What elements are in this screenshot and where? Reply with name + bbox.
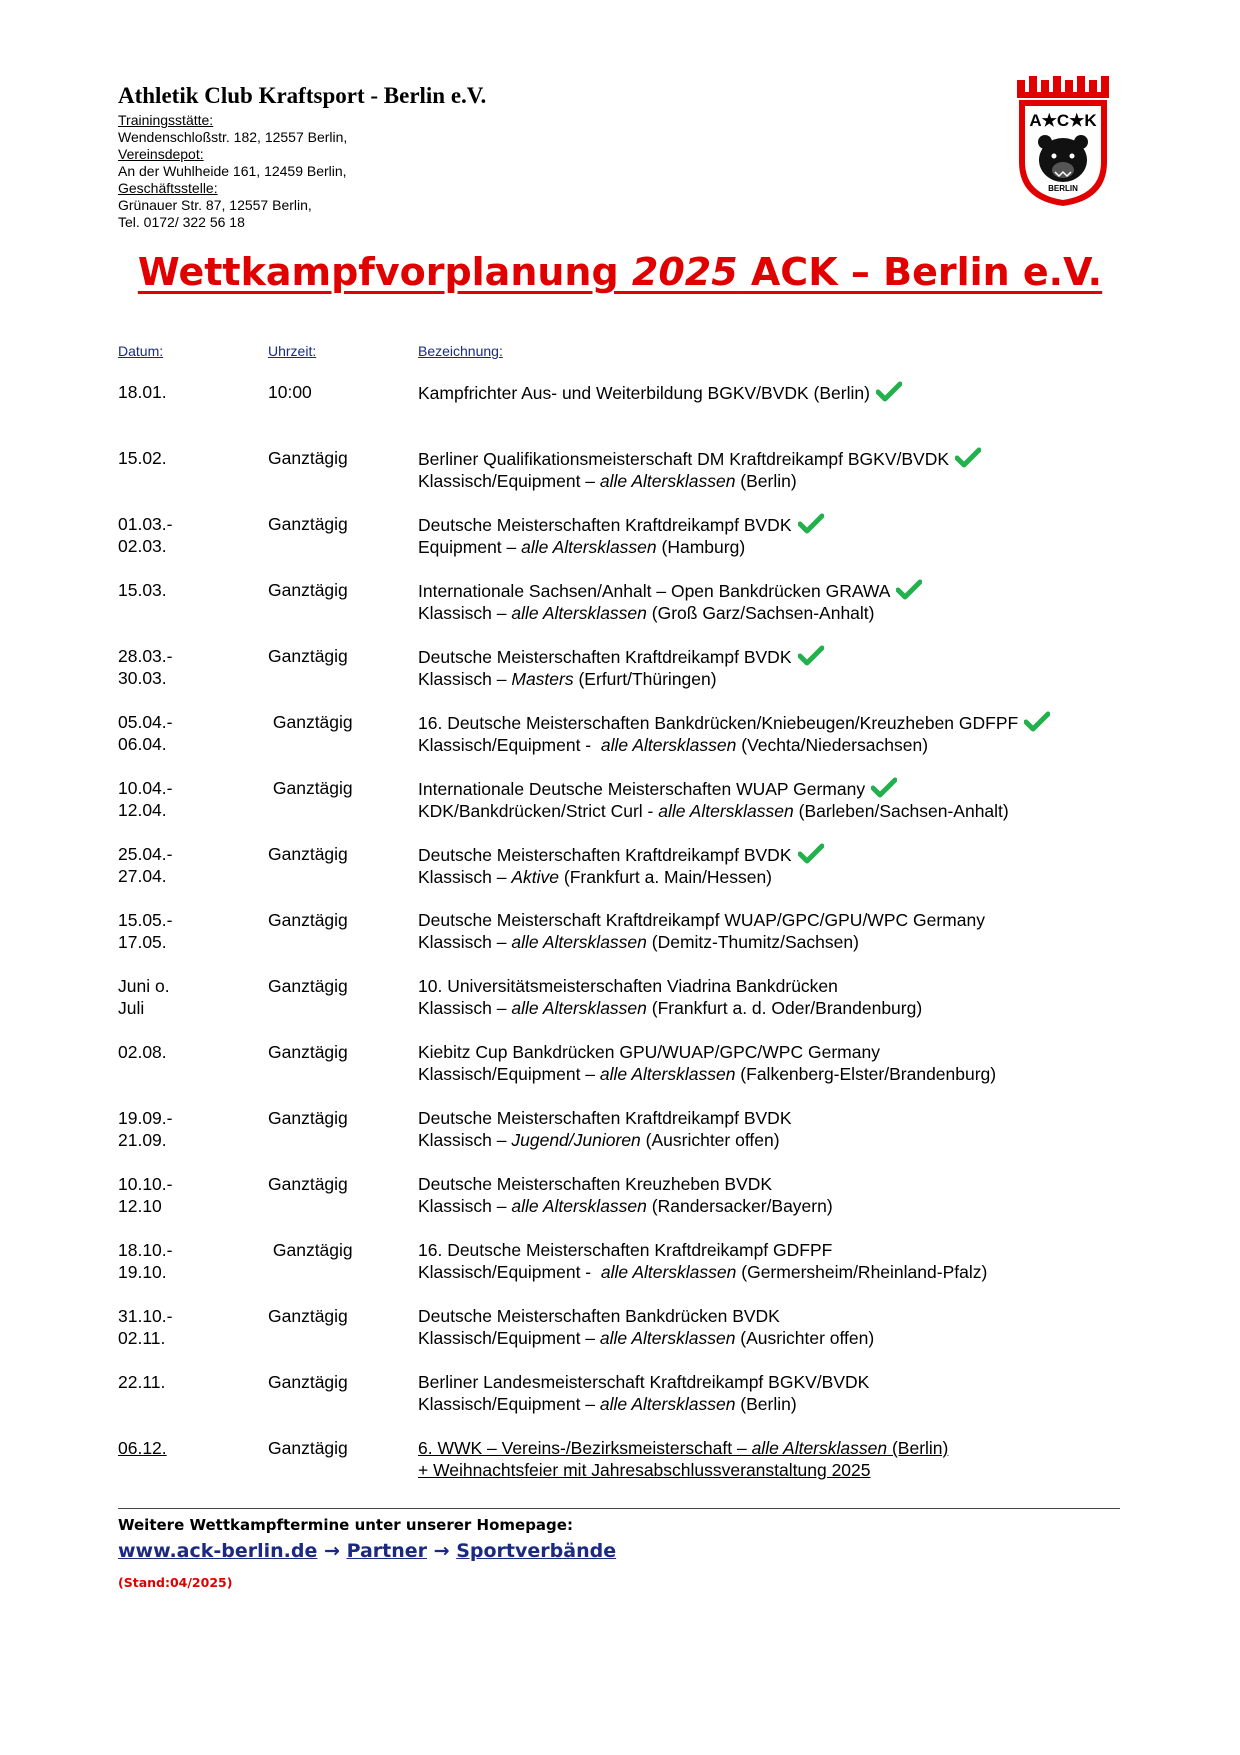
event-location: (Randersacker/Bayern): [646, 1196, 833, 1216]
event-title-text: Internationale Deutsche Meisterschaften WUAP Germany: [418, 779, 866, 799]
event-row: [0, 579, 1240, 623]
event-category: Equipment –: [418, 537, 522, 557]
event-time: Ganztägig: [268, 514, 348, 534]
event-description: [418, 447, 1218, 492]
event-category: Klassisch –: [418, 1130, 512, 1150]
event-location: (Frankfurt a. d. Oder/Brandenburg): [646, 998, 923, 1018]
event-age-class: Aktive: [511, 867, 560, 887]
logo-letters: A★C★K: [1029, 111, 1097, 130]
event-details: [418, 536, 1218, 558]
event-date: [118, 843, 248, 887]
event-title-text: Internationale Sachsen/Anhalt – Open Bankdrücken GRAWA: [418, 581, 891, 601]
event-category: Klassisch –: [418, 998, 512, 1018]
event-description: [418, 1107, 1218, 1151]
event-title-text: Kampfrichter Aus- und Weiterbildung BGKV/BVDK (Berlin): [418, 383, 870, 403]
event-title: [418, 1305, 1218, 1327]
event-date-start: 18.01.: [118, 382, 167, 402]
event-title-text: Berliner Qualifikationsmeisterschaft DM Kraftdreikampf BGKV/BVDK: [418, 449, 950, 469]
event-row: [0, 645, 1240, 689]
event-date-start: 10.10.-: [118, 1174, 173, 1194]
event-title: [418, 777, 1218, 800]
event-time: Ganztägig: [268, 1174, 348, 1194]
event-time: Ganztägig: [268, 1306, 348, 1326]
event-category: Klassisch –: [418, 932, 512, 952]
checkmark-icon: [955, 447, 981, 469]
event-details: [418, 1327, 1218, 1349]
event-title: [418, 711, 1218, 734]
event-details: [418, 931, 1218, 953]
event-row: [0, 843, 1240, 887]
event-date: [118, 975, 248, 1019]
event-title: [418, 645, 1218, 668]
event-details: [418, 866, 1218, 888]
event-title-text: Berliner Landesmeisterschaft Kraftdreikampf BGKV/BVDK: [418, 1372, 870, 1392]
event-time: Ganztägig: [268, 1108, 348, 1128]
event-details: [418, 1261, 1218, 1283]
event-title: [418, 381, 1218, 404]
event-description: [418, 777, 1218, 822]
title-part1: Wettkampfvorplanung: [137, 250, 632, 294]
event-time: Ganztägig: [268, 1372, 348, 1392]
event-date: [118, 381, 248, 403]
event-location: (Barleben/Sachsen-Anhalt): [793, 801, 1009, 821]
event-time: Ganztägig: [268, 580, 348, 600]
event-title-text: Deutsche Meisterschaften Kraftdreikampf BVDK: [418, 845, 792, 865]
partner-link[interactable]: Partner: [346, 1540, 428, 1562]
event-title: [418, 1107, 1218, 1129]
event-row: [0, 711, 1240, 755]
event-location: (Demitz-Thumitz/Sachsen): [646, 932, 859, 952]
event-date-start: 10.04.-: [118, 778, 173, 798]
event-location: (Groß Garz/Sachsen-Anhalt): [646, 603, 875, 623]
event-date-end: Juli: [118, 998, 145, 1018]
event-date-start: 19.09.-: [118, 1108, 173, 1128]
event-time: Ganztägig: [268, 1240, 353, 1260]
event-title: [418, 1437, 1218, 1459]
event-time: Ganztägig: [268, 1438, 348, 1458]
event-description: [418, 1239, 1218, 1283]
training-address: Wendenschloßstr. 182, 12557 Berlin,: [118, 129, 348, 145]
event-date-start: 18.10.-: [118, 1240, 173, 1260]
event-date: [118, 1173, 248, 1217]
event-title-text: Kiebitz Cup Bankdrücken GPU/WUAP/GPC/WPC Germany: [418, 1042, 880, 1062]
event-title-text: Deutsche Meisterschaft Kraftdreikampf WUAP/GPC/GPU/WPC Germany: [418, 910, 985, 930]
event-title-text: 6. WWK – Vereins-/Bezirksmeisterschaft –: [418, 1438, 752, 1458]
event-row: [0, 1107, 1240, 1151]
event-details: [418, 1063, 1218, 1085]
event-location: (Frankfurt a. Main/Hessen): [559, 867, 773, 887]
event-details: [418, 602, 1218, 624]
logo-city: BERLIN: [1048, 184, 1078, 193]
arrow-icon: →: [324, 1540, 340, 1562]
events-list: [0, 381, 1240, 1503]
event-date-start: Juni o.: [118, 976, 170, 996]
event-description: [418, 1041, 1218, 1085]
event-details: [418, 734, 1218, 756]
event-details: [418, 800, 1218, 822]
event-category: Klassisch/Equipment –: [418, 1394, 600, 1414]
event-title-text: Deutsche Meisterschaften Kreuzheben BVDK: [418, 1174, 773, 1194]
event-age-class: alle Altersklassen: [751, 1438, 888, 1458]
event-date-start: 25.04.-: [118, 844, 173, 864]
event-age-class: alle Altersklassen: [511, 1196, 647, 1216]
event-location: (Berlin): [887, 1438, 949, 1458]
event-title-text: Deutsche Meisterschaften Kraftdreikampf BVDK: [418, 647, 792, 667]
event-details: [418, 470, 1218, 492]
event-row: [0, 1173, 1240, 1217]
event-date-end: 12.10: [118, 1196, 162, 1216]
event-description: [418, 1371, 1218, 1415]
depot-address: An der Wuhlheide 161, 12459 Berlin,: [118, 163, 347, 179]
event-date: [118, 711, 248, 755]
event-time: Ganztägig: [268, 646, 348, 666]
event-age-class: alle Altersklassen: [511, 603, 647, 623]
event-location: (Erfurt/Thüringen): [573, 669, 717, 689]
event-category: Klassisch/Equipment –: [418, 1064, 600, 1084]
event-row: [0, 909, 1240, 953]
column-time: Uhrzeit:: [268, 343, 317, 359]
event-details: + Weihnachtsfeier mit Jahresabschlussveranstaltung 2025: [418, 1460, 871, 1480]
event-time: Ganztägig: [268, 1042, 348, 1062]
event-category: Klassisch/Equipment –: [418, 471, 600, 491]
event-date-end: 17.05.: [118, 932, 167, 952]
event-location: (Berlin): [735, 471, 797, 491]
event-date-start: 05.04.-: [118, 712, 173, 732]
event-date: [118, 1305, 248, 1349]
event-row: [0, 513, 1240, 557]
event-title: [418, 1041, 1218, 1063]
event-time: Ganztägig: [268, 712, 353, 732]
stand-date: (Stand:04/2025): [118, 1575, 233, 1590]
event-title: [418, 513, 1218, 536]
event-date-end: 02.03.: [118, 536, 167, 556]
checkmark-icon: [798, 843, 824, 865]
event-date: [118, 579, 248, 601]
event-description: [418, 1437, 1218, 1481]
event-category: Klassisch/Equipment -: [418, 735, 601, 755]
event-date-start: 15.03.: [118, 580, 167, 600]
event-category: KDK/Bankdrücken/Strict Curl -: [418, 801, 659, 821]
event-details: [418, 1195, 1218, 1217]
event-category: Klassisch/Equipment –: [418, 1328, 600, 1348]
event-location: (Ausrichter offen): [735, 1328, 875, 1348]
event-age-class: alle Altersklassen: [599, 471, 736, 491]
event-date-start: 01.03.-: [118, 514, 173, 534]
event-title: [418, 975, 1218, 997]
event-location: (Berlin): [735, 1394, 797, 1414]
event-date-end: 30.03.: [118, 668, 167, 688]
event-category: Klassisch –: [418, 669, 512, 689]
event-row: [0, 1239, 1240, 1283]
event-row: [0, 381, 1240, 425]
event-date-end: 06.04.: [118, 734, 167, 754]
event-title-text: 16. Deutsche Meisterschaften Kraftdreikampf GDFPF: [418, 1240, 833, 1260]
column-date: Datum:: [118, 343, 164, 359]
event-description: [418, 1305, 1218, 1349]
event-date-start: 15.05.-: [118, 910, 173, 930]
event-location: (Hamburg): [656, 537, 746, 557]
event-date: [118, 447, 248, 469]
event-date: [118, 1041, 248, 1063]
event-date-start: 22.11.: [118, 1372, 166, 1392]
office-label: Geschäftsstelle:: [118, 180, 218, 196]
event-time: Ganztägig: [268, 976, 348, 996]
event-date: [118, 1239, 248, 1283]
event-title-text: Deutsche Meisterschaften Kraftdreikampf BVDK: [418, 1108, 792, 1128]
event-details: [418, 1393, 1218, 1415]
event-date: [118, 513, 248, 557]
more-dates-text: Weitere Wettkampftermine unter unserer Homepage:: [118, 1516, 573, 1534]
event-date-start: 06.12.: [118, 1438, 167, 1458]
event-date: [118, 1371, 248, 1393]
event-description: [418, 843, 1218, 888]
phone-number: Tel. 0172/ 322 56 18: [118, 214, 245, 230]
event-category: Klassisch –: [418, 603, 512, 623]
depot-label: Vereinsdepot:: [118, 146, 204, 162]
event-row: [0, 1305, 1240, 1349]
event-category: Klassisch –: [418, 867, 512, 887]
event-age-class: alle Altersklassen: [658, 801, 794, 821]
footer-links: [118, 1540, 616, 1562]
event-date-end: 21.09.: [118, 1130, 167, 1150]
event-age-class: alle Altersklassen: [521, 537, 657, 557]
event-description: [418, 909, 1218, 953]
event-title-text: Deutsche Meisterschaften Kraftdreikampf BVDK: [418, 515, 792, 535]
event-description: [418, 579, 1218, 624]
event-age-class: Masters: [511, 669, 574, 689]
title-year: 2025: [631, 250, 738, 294]
event-description: [418, 1173, 1218, 1217]
event-date-start: 15.02.: [118, 448, 167, 468]
event-description: [418, 381, 1218, 404]
checkmark-icon: [896, 579, 922, 601]
event-date: [118, 1107, 248, 1151]
event-time: Ganztägig: [268, 448, 348, 468]
event-title: [418, 1173, 1218, 1195]
event-age-class: alle Altersklassen: [599, 1328, 736, 1348]
event-age-class: Jugend/Junioren: [511, 1130, 641, 1150]
event-location: (Falkenberg-Elster/Brandenburg): [735, 1064, 997, 1084]
event-category: Klassisch –: [418, 1196, 512, 1216]
event-description: [418, 711, 1218, 756]
event-row: [0, 1437, 1240, 1481]
event-date-end: 02.11.: [118, 1328, 166, 1348]
event-title-text: 10. Universitätsmeisterschaften Viadrina Bankdrücken: [418, 976, 838, 996]
event-age-class: alle Altersklassen: [599, 1394, 736, 1414]
event-date-end: 27.04.: [118, 866, 167, 886]
event-row: [0, 1041, 1240, 1085]
checkmark-icon: [798, 513, 824, 535]
event-title: [418, 843, 1218, 866]
event-details: [418, 1129, 1218, 1151]
event-age-class: alle Altersklassen: [600, 1262, 737, 1282]
event-age-class: alle Altersklassen: [600, 735, 737, 755]
column-name: Bezeichnung:: [418, 343, 503, 359]
event-location: (Germersheim/Rheinland-Pfalz): [736, 1262, 988, 1282]
arrow-icon: →: [433, 1540, 450, 1562]
event-location: (Vechta/Niedersachsen): [736, 735, 929, 755]
event-date-start: 28.03.-: [118, 646, 173, 666]
event-description: [418, 975, 1218, 1019]
footer-divider: [118, 1508, 1120, 1509]
checkmark-icon: [871, 777, 897, 799]
event-date-start: 02.08.: [118, 1042, 167, 1062]
event-date: [118, 909, 248, 953]
ack-logo: [1015, 76, 1111, 208]
event-title: [418, 1371, 1218, 1393]
event-description: [418, 645, 1218, 690]
title-part2: ACK – Berlin e.V.: [737, 250, 1103, 294]
event-title-text: Deutsche Meisterschaften Bankdrücken BVDK: [418, 1306, 780, 1326]
event-row: [0, 1371, 1240, 1415]
club-header: [118, 82, 678, 231]
event-time: Ganztägig: [268, 910, 348, 930]
event-details: [418, 997, 1218, 1019]
event-title: [418, 1239, 1218, 1261]
office-address: Grünauer Str. 87, 12557 Berlin,: [118, 197, 312, 213]
event-row: [0, 447, 1240, 491]
event-age-class: alle Altersklassen: [511, 998, 647, 1018]
event-row: [0, 975, 1240, 1019]
event-title: [418, 909, 1218, 931]
event-time: Ganztägig: [268, 778, 353, 798]
event-date: [118, 777, 248, 821]
checkmark-icon: [876, 381, 902, 403]
event-age-class: alle Altersklassen: [511, 932, 647, 952]
checkmark-icon: [798, 645, 824, 667]
event-location: (Ausrichter offen): [640, 1130, 780, 1150]
event-date-start: 31.10.-: [118, 1306, 173, 1326]
club-name: Athletik Club Kraftsport - Berlin e.V.: [118, 83, 487, 108]
training-label: Trainingsstätte:: [118, 112, 214, 128]
event-date-end: 19.10.: [118, 1262, 167, 1282]
event-time: Ganztägig: [268, 844, 348, 864]
event-description: [418, 513, 1218, 558]
page-title: [0, 250, 1240, 294]
event-title: [418, 579, 1218, 602]
event-date: [118, 645, 248, 689]
event-category: Klassisch/Equipment -: [418, 1262, 601, 1282]
event-date: [118, 1437, 248, 1459]
event-age-class: alle Altersklassen: [599, 1064, 736, 1084]
event-time: 10:00: [268, 382, 312, 402]
event-title: [418, 447, 1218, 470]
checkmark-icon: [1024, 711, 1050, 733]
event-date-end: 12.04.: [118, 800, 167, 820]
homepage-link[interactable]: www.ack-berlin.de: [118, 1540, 318, 1562]
event-details: [418, 668, 1218, 690]
event-row: [0, 777, 1240, 821]
event-title-text: 16. Deutsche Meisterschaften Bankdrücken/Kniebeugen/Kreuzheben GDFPF: [418, 713, 1019, 733]
sportverbaende-link[interactable]: Sportverbände: [456, 1540, 617, 1562]
